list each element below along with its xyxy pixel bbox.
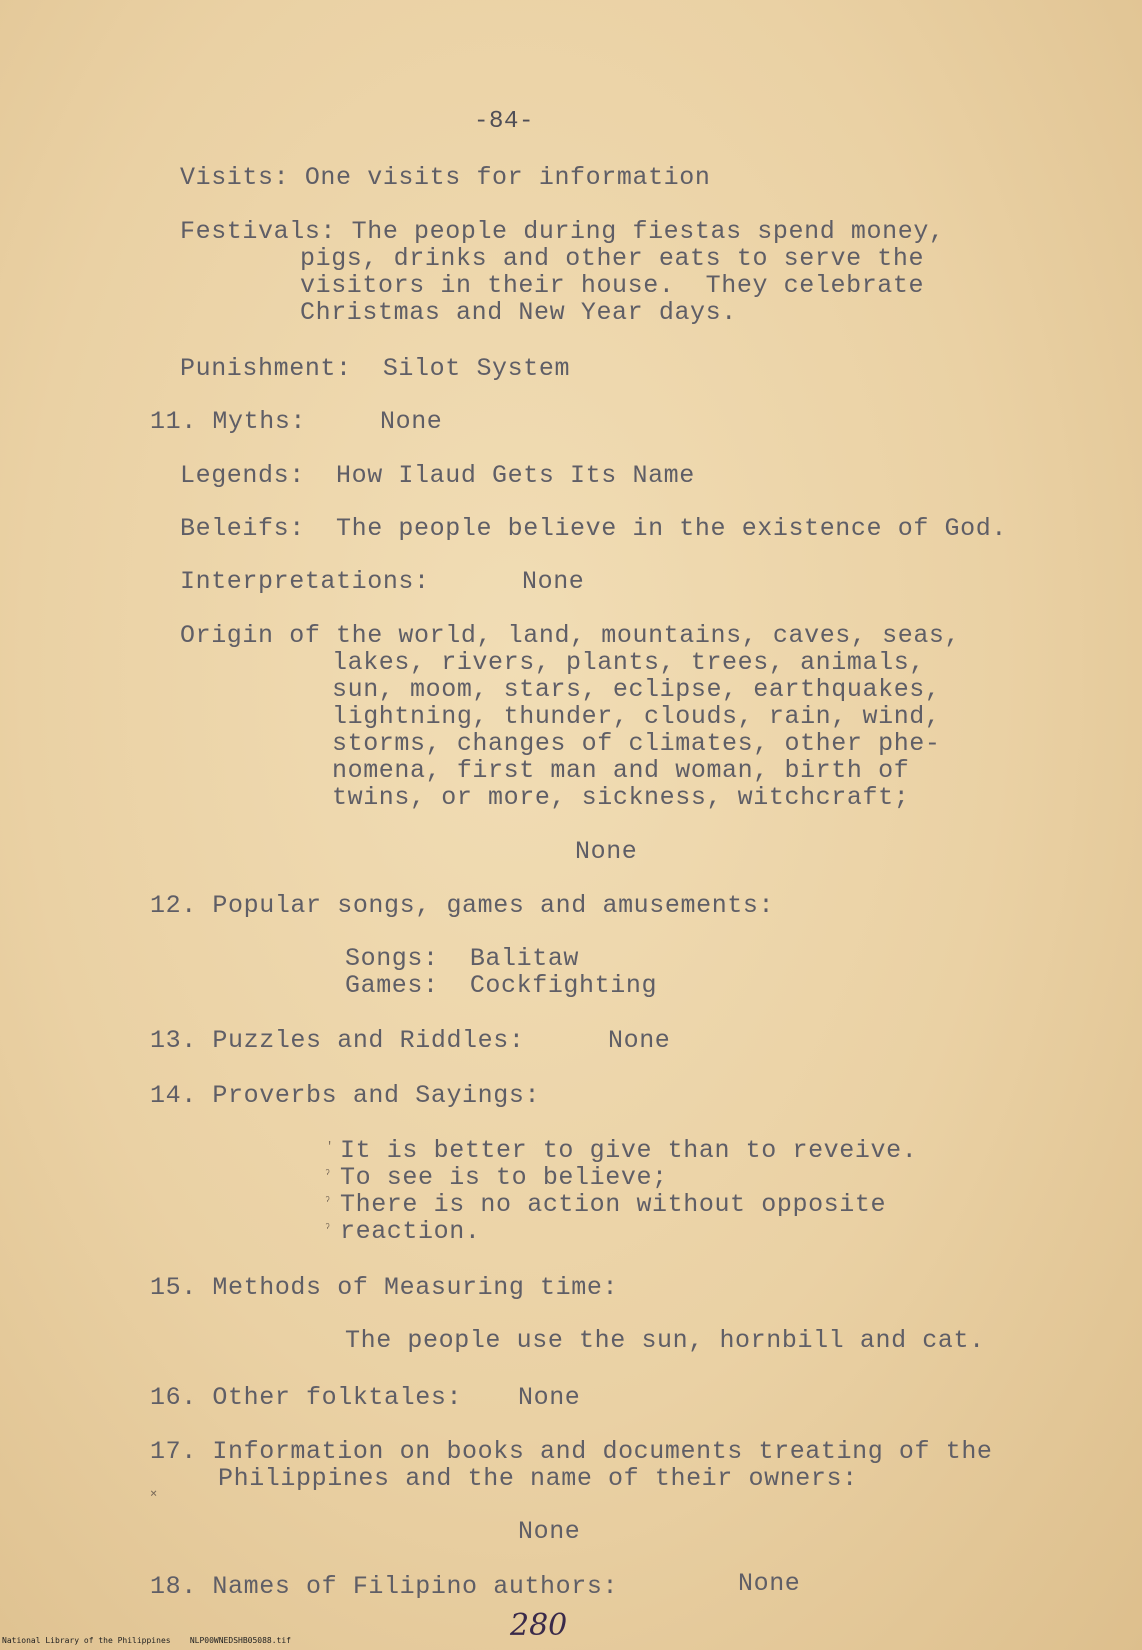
origin-line-3: sun, moom, stars, eclipse, earthquakes, [332,675,941,704]
info-line-1: 17. Information on books and documents treating of the [150,1437,993,1466]
info-value: None [518,1517,581,1546]
measuring-heading: 15. Methods of Measuring time: [150,1273,619,1302]
margin-mark: ⨯ [150,1487,158,1501]
origin-line-6: nomena, first man and woman, birth of [332,756,910,785]
proverb-4: reaction. [340,1217,481,1246]
punishment-line: Punishment: Silot System [180,354,571,383]
songs-heading: 12. Popular songs, games and amusements: [150,891,775,920]
measuring-value: The people use the sun, hornbill and cat. [345,1326,985,1355]
list-mark-1: ' [326,1140,334,1154]
list-mark-4: ˀ [324,1222,332,1236]
myths-label: 11. Myths: [150,407,307,436]
proverb-2: To see is to believe; [340,1163,668,1192]
festivals-line-1: Festivals: The people during fiestas spend money, [180,217,945,246]
puzzles-label: 13. Puzzles and Riddles: [150,1026,525,1055]
legends-line: Legends: How Ilaud Gets Its Name [180,461,695,490]
interpretations-label: Interpretations: [180,567,430,596]
origin-line-2: lakes, rivers, plants, trees, animals, [332,648,925,677]
visits-line: Visits: One visits for information [180,163,711,192]
proverbs-heading: 14. Proverbs and Sayings: [150,1081,541,1110]
proverb-1: It is better to give than to reveive. [340,1136,918,1165]
handwritten-page-number: 280 [510,1608,568,1643]
games-line: Games: Cockfighting [345,971,658,1000]
page-number: -84- [474,108,535,135]
interpretations-value: None [522,567,585,596]
origin-value: None [575,837,638,866]
archive-footer: National Library of the Philippines NLP00WNEDSHB05088.tif [2,1636,291,1645]
puzzles-value: None [608,1026,671,1055]
myths-value: None [380,407,443,436]
folktales-value: None [518,1383,581,1412]
festivals-line-3: visitors in their house. They celebrate [300,271,925,300]
folktales-label: 16. Other folktales: [150,1383,463,1412]
authors-value: None [738,1569,801,1598]
origin-line-1: Origin of the world, land, mountains, caves, seas, [180,621,961,650]
festivals-line-4: Christmas and New Year days. [300,298,737,327]
info-line-2: Philippines and the name of their owners: [218,1464,858,1493]
proverb-3: There is no action without opposite [340,1190,887,1219]
list-mark-3: ˀ [324,1195,332,1209]
origin-line-7: twins, or more, sickness, witchcraft; [332,783,910,812]
origin-line-5: storms, changes of climates, other phe- [332,729,941,758]
authors-label: 18. Names of Filipino authors: [150,1572,619,1601]
beliefs-line: Beleifs: The people believe in the existence of God. [180,514,1007,543]
list-mark-2: ˀ [324,1168,332,1182]
songs-line: Songs: Balitaw [345,944,580,973]
festivals-line-2: pigs, drinks and other eats to serve the [300,244,925,273]
origin-line-4: lightning, thunder, clouds, rain, wind, [332,702,941,731]
